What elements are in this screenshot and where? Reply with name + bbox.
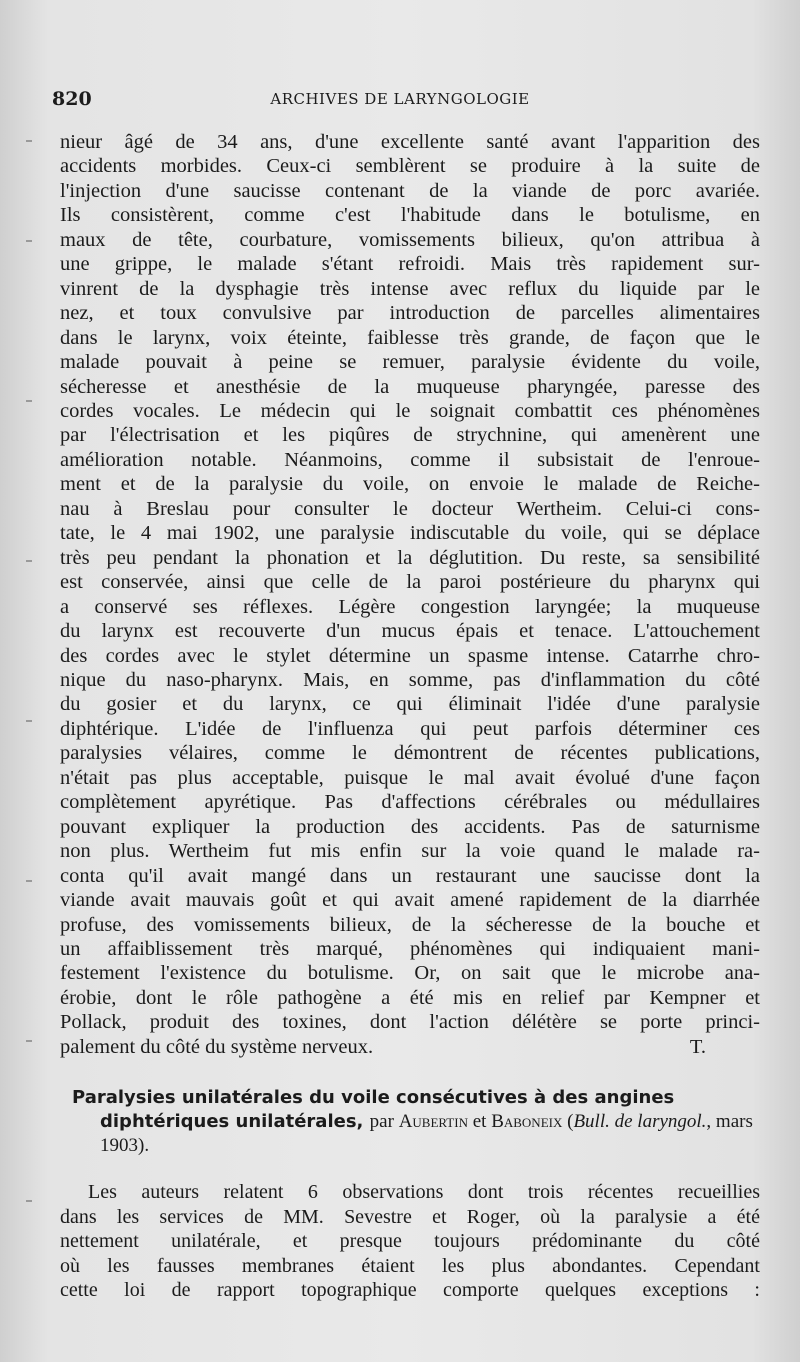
- abstract-section: [60, 1086, 760, 1303]
- text-line: un affaiblissement très marqué, phénomènes qui indiquaient mani-: [60, 937, 760, 960]
- text-line: non plus. Wertheim fut mis enfin sur la voie quand le malade ra-: [60, 840, 760, 863]
- text-line: tate, le 4 mai 1902, une paralysie indiscutable du voile, qui se déplace: [60, 522, 760, 545]
- text-line: est conservée, ainsi que celle de la paroi postérieure du pharynx qui: [60, 571, 760, 594]
- text-line: accidents morbides. Ceux-ci semblèrent se produire à la suite de: [60, 155, 760, 178]
- final-line: [60, 1035, 760, 1059]
- margin-mark: [26, 1200, 32, 1202]
- text-line: très peu pendant la phonation et la déglutition. Du reste, sa sensibilité: [60, 546, 760, 569]
- text-line: sécheresse et anesthésie de la muqueuse pharyngée, paresse des: [60, 375, 760, 398]
- text-line: érobie, dont le rôle pathogène a été mis en relief par Kempner et: [60, 986, 760, 1009]
- text-line: Pollack, produit des toxines, dont l'action délétère se porte princi-: [60, 1011, 760, 1034]
- section-title-line: Paralysies unilatérales du voile consécutives à des angines: [72, 1087, 675, 1108]
- text-line: amélioration notable. Néanmoins, comme il subsistait de l'enroue-: [60, 448, 760, 471]
- text-line: des cordes avec le stylet détermine un spasme intense. Catarrhe chro-: [60, 644, 760, 667]
- text-line: du gosier et du larynx, ce qui éliminait l'idée d'une paralysie: [60, 693, 760, 716]
- byline-par: par: [369, 1111, 394, 1132]
- main-paragraph: [60, 130, 760, 1059]
- citation-open: (: [567, 1111, 574, 1132]
- text-line: nez, et toux convulsive par introduction de parcelles alimentaires: [60, 302, 760, 325]
- text-line: Les auteurs relatent 6 observations dont trois récentes recueillies: [88, 1181, 760, 1203]
- text-line: ment et de la paralysie du voile, on envoie le malade de Reiche-: [60, 473, 760, 496]
- text-line: vinrent de la dysphagie très intense avec reflux du liquide par le: [60, 277, 760, 300]
- author-signature: T.: [689, 1035, 706, 1058]
- journal-name: Bull. de laryngol.: [573, 1111, 707, 1132]
- section-title-continuation: [72, 1110, 760, 1158]
- margin-mark: [26, 720, 32, 722]
- text-line: par l'électrisation et les piqûres de strychnine, qui amenèrent une: [60, 424, 760, 447]
- margin-mark: [26, 140, 32, 142]
- running-head: ARCHIVES DE LARYNGOLOGIE: [270, 90, 530, 108]
- text-line: dans les services de MM. Sevestre et Roger, où la paralysie a été: [60, 1205, 760, 1228]
- text-line: pouvant expliquer la production des accidents. Pas de saturnisme: [60, 815, 760, 838]
- page-number: 820: [52, 88, 92, 110]
- text-line: palement du côté du système nerveux.: [60, 1035, 374, 1058]
- text-line: nieur âgé de 34 ans, d'une excellente santé avant l'apparition des: [60, 131, 760, 153]
- margin-mark: [26, 880, 32, 882]
- citation-date: , mars 1903).: [100, 1111, 753, 1156]
- text-line: Ils consistèrent, comme c'est l'habitude dans le botulisme, en: [60, 204, 760, 227]
- text-line: cordes vocales. Le médecin qui le soignait combattit ces phénomènes: [60, 399, 760, 422]
- text-line: dans le larynx, voix éteinte, faiblesse très grande, de façon que le: [60, 326, 760, 349]
- text-line: profuse, des vomissements bilieux, de la sécheresse de la bouche et: [60, 913, 760, 936]
- text-line: complètement apyrétique. Pas d'affections cérébrales ou médullaires: [60, 791, 760, 814]
- text-line: festement l'existence du botulisme. Or, on sait que le microbe ana-: [60, 962, 760, 985]
- section-body: [60, 1180, 760, 1303]
- text-line: nique du naso-pharynx. Mais, en somme, pas d'inflammation du côté: [60, 668, 760, 691]
- text-line: maux de tête, courbature, vomissements bilieux, qu'on attribua à: [60, 228, 760, 251]
- text-line: n'était pas plus acceptable, puisque le mal avait évolué d'une façon: [60, 766, 760, 789]
- text-line: viande avait mauvais goût et qui avait amené rapidement de la diarrhée: [60, 889, 760, 912]
- author-name: Aubertin: [398, 1111, 468, 1132]
- text-line: une grippe, le malade s'étant refroidi. Mais très rapidement sur-: [60, 253, 760, 276]
- margin-mark: [26, 400, 32, 402]
- text-line: où les fausses membranes étaient les plus abondantes. Cependant: [60, 1254, 760, 1277]
- text-line: diphtérique. L'idée de l'influenza qui peut parfois déterminer ces: [60, 717, 760, 740]
- byline-et: et: [472, 1111, 487, 1132]
- margin-mark: [26, 240, 32, 242]
- page-header: [52, 88, 748, 114]
- margin-mark: [26, 1040, 32, 1042]
- author-name: Baboneix: [491, 1111, 563, 1132]
- text-line: a conservé ses réflexes. Légère congestion laryngée; la muqueuse: [60, 595, 760, 618]
- section-title: [72, 1086, 760, 1158]
- text-line: l'injection d'une saucisse contenant de la viande de porc avariée.: [60, 179, 760, 202]
- section-title-line: diphtériques unilatérales,: [100, 1111, 364, 1132]
- text-line: du larynx est recouverte d'un mucus épais et tenace. L'attouchement: [60, 620, 760, 643]
- text-line: nettement unilatérale, et presque toujours prédominante du côté: [60, 1230, 760, 1252]
- text-line: cette loi de rapport topographique comporte quelques exceptions :: [60, 1279, 760, 1301]
- margin-marks: [26, 140, 46, 1320]
- text-line: malade pouvait à peine se remuer, paralysie évidente du voile,: [60, 351, 760, 374]
- text-line: paralysies vélaires, comme le démontrent de récentes publications,: [60, 742, 760, 765]
- text-line: nau à Breslau pour consulter le docteur Wertheim. Celui-ci cons-: [60, 497, 760, 520]
- margin-mark: [26, 560, 32, 562]
- text-line: conta qu'il avait mangé dans un restaurant une saucisse dont la: [60, 864, 760, 887]
